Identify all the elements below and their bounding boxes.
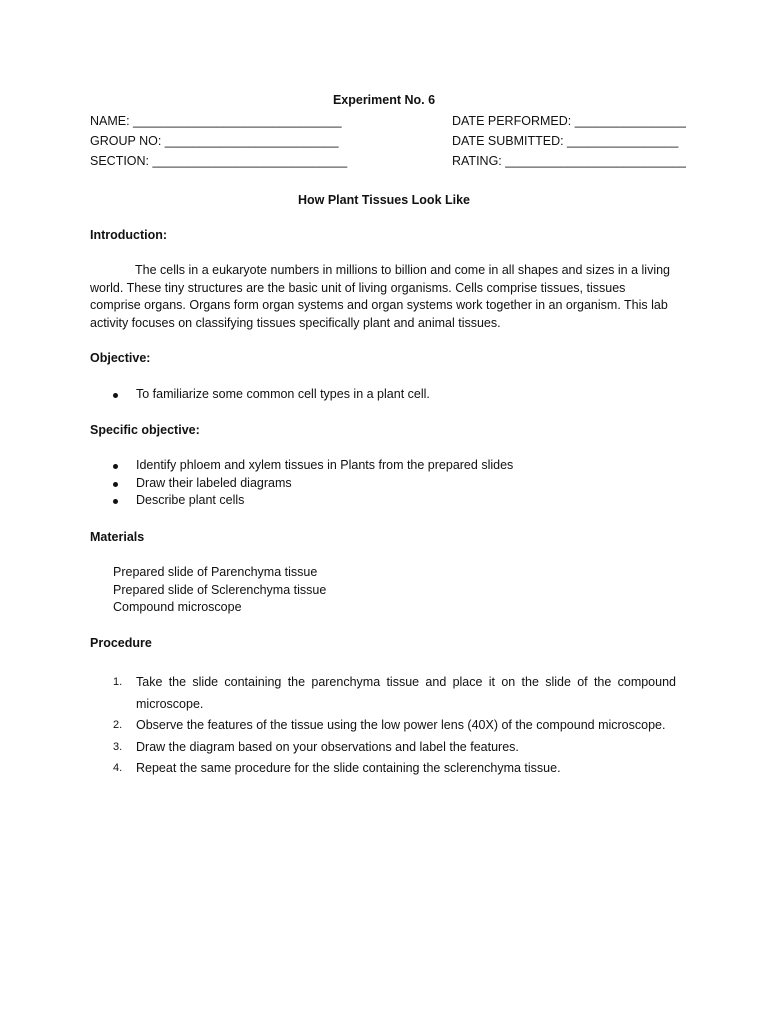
list-item: Draw their labeled diagrams <box>113 475 513 493</box>
list-item <box>113 737 676 759</box>
list-item: Compound microscope <box>113 600 242 615</box>
step-text: Take the slide containing the parenchyma tissue and place it on the slide of the compound microscope. <box>136 675 676 711</box>
rating-field: RATING: __________________________ <box>452 154 686 168</box>
list-item: Prepared slide of Sclerenchyma tissue <box>113 582 327 597</box>
group-no-field: GROUP NO: _________________________ <box>90 134 339 148</box>
step-number: 4. <box>113 762 123 774</box>
step-number: 3. <box>113 740 123 753</box>
document-title: How Plant Tissues Look Like <box>297 193 471 207</box>
bullet-icon <box>113 499 118 504</box>
specific-objective-list <box>113 457 513 510</box>
bullet-icon <box>113 464 118 469</box>
date-performed-field: DATE PERFORMED: ________________ <box>452 114 686 128</box>
bullet-icon <box>113 393 118 398</box>
name-field: NAME: ______________________________ <box>90 114 342 128</box>
step-text: Repeat the same procedure for the slide containing the sclerenchyma tissue. <box>136 761 561 775</box>
experiment-title: Experiment No. 6 <box>332 93 436 107</box>
list-item: Describe plant cells <box>113 492 513 510</box>
specific-objective-heading: Specific objective: <box>90 423 200 437</box>
list-item: To familiarize some common cell types in a plant cell. <box>113 386 430 404</box>
list-item <box>113 758 676 780</box>
list-item <box>113 715 676 737</box>
date-submitted-field: DATE SUBMITTED: ________________ <box>452 134 679 148</box>
materials-list <box>113 564 326 617</box>
list-item: Prepared slide of Parenchyma tissue <box>113 565 318 579</box>
materials-heading: Materials <box>90 530 145 544</box>
procedure-list <box>113 672 676 780</box>
procedure-heading: Procedure <box>90 636 152 650</box>
list-item: Identify phloem and xylem tissues in Plants from the prepared slides <box>113 457 513 475</box>
introduction-paragraph <box>90 262 675 332</box>
introduction-heading: Introduction: <box>90 228 168 242</box>
step-text: Draw the diagram based on your observations and label the features. <box>136 739 519 754</box>
list-item <box>113 672 676 715</box>
step-text: Observe the features of the tissue using the low power lens (40X) of the compound microscope. <box>136 718 666 732</box>
step-number: 2. <box>113 719 123 731</box>
step-number: 1. <box>113 676 123 688</box>
bullet-icon <box>113 482 118 487</box>
objective-heading: Objective: <box>90 351 151 365</box>
section-field: SECTION: ____________________________ <box>90 154 348 168</box>
introduction-text: The cells in a eukaryote numbers in millions to billion and come in all shapes and sizes in a living world. These tiny structures are the basic unit of living organisms. Cells comprise tissues, tissues comprise organs. Organs form organ systems and organ systems work together in an organism. This lab activity focuses on classifying tissues specifically plant and animal tissues. <box>90 263 670 330</box>
objective-list <box>113 386 430 404</box>
